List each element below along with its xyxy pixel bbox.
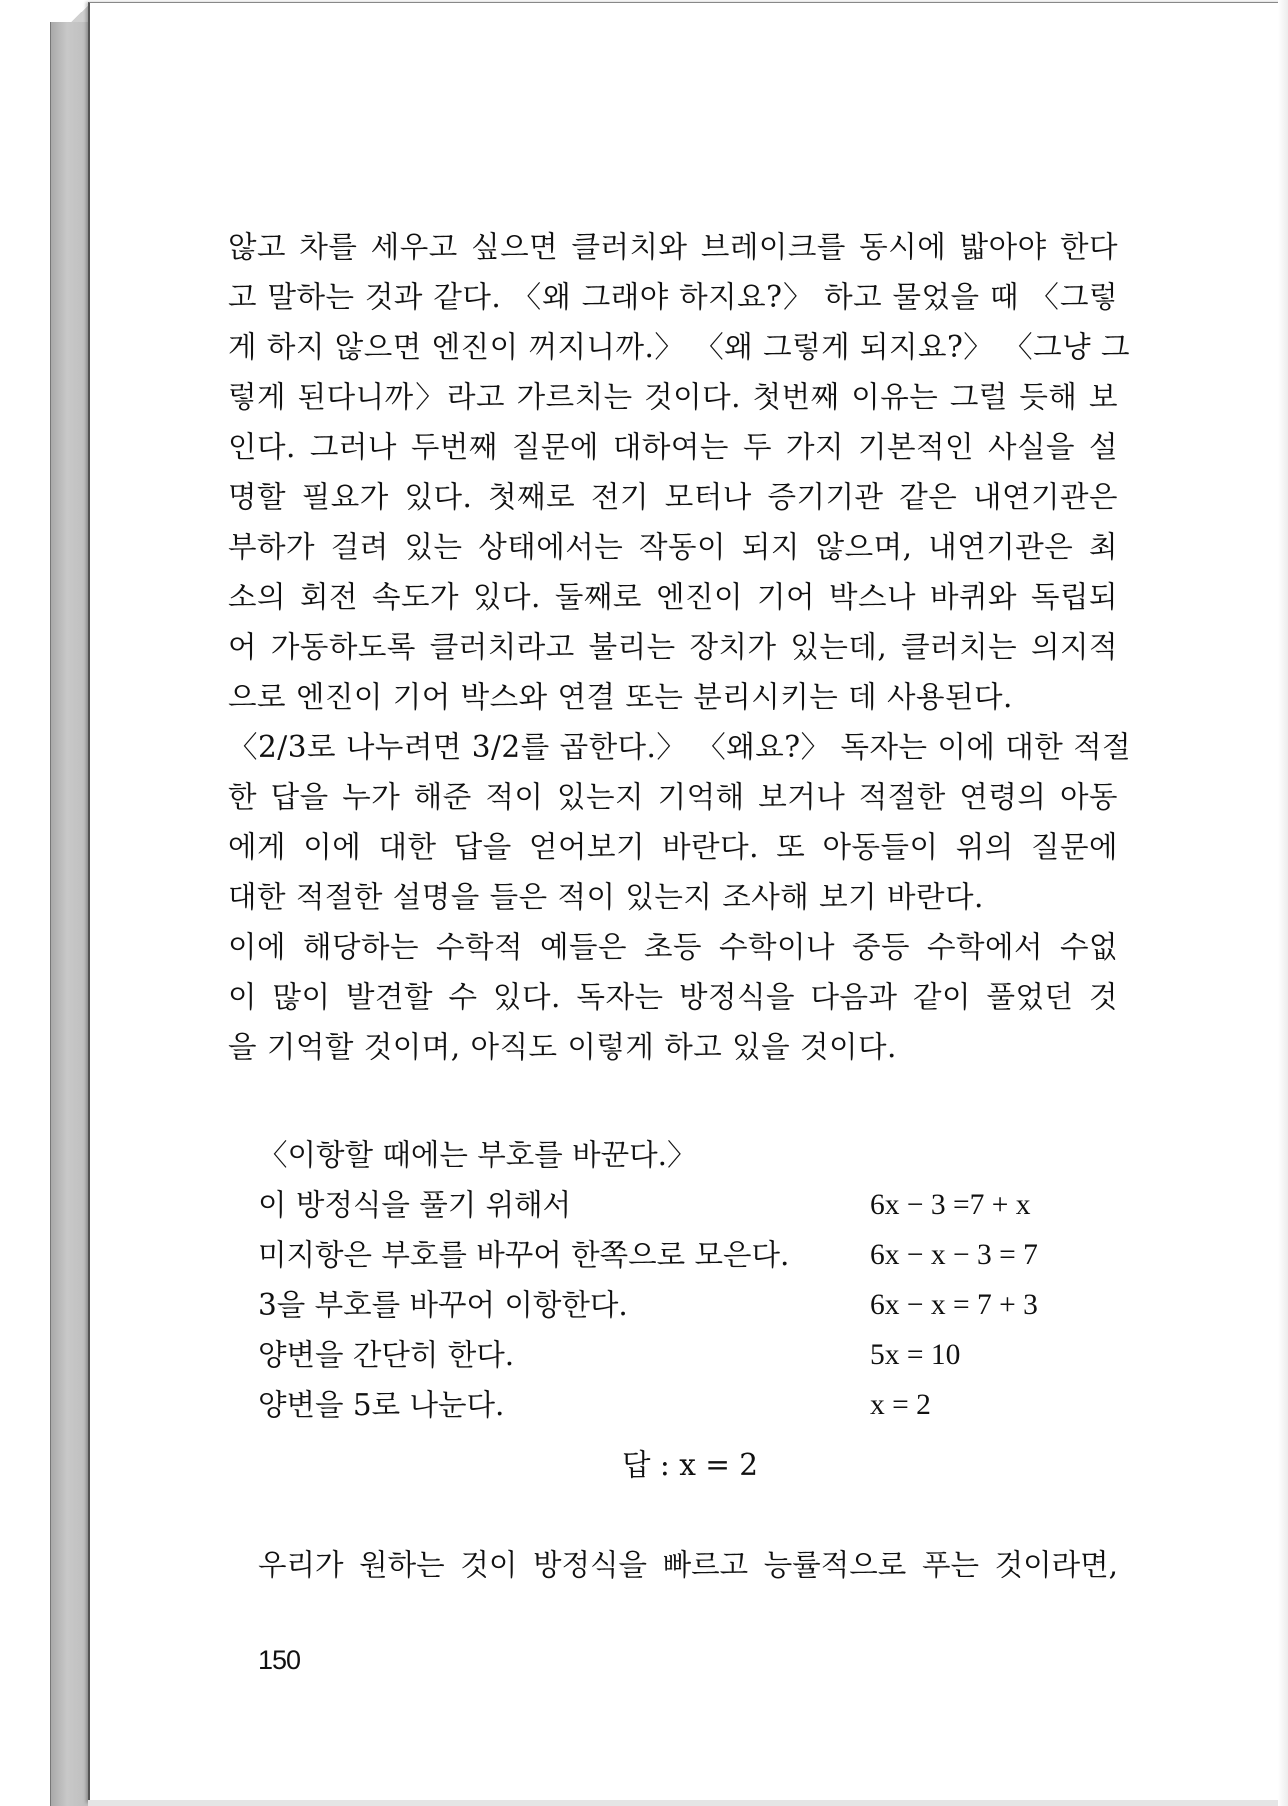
text-line: 〈2/3로 나누려면 3/2를 곱한다.〉 〈왜요?〉 독자는 이에 대한 적절 xyxy=(228,730,1132,764)
body-paragraphs xyxy=(228,222,1132,1072)
equation-step-text: 3을 부호를 바꾸어 이항한다. xyxy=(258,1288,628,1322)
text-line: 소의 회전 속도가 있다. 둘째로 엔진이 기어 박스나 바퀴와 독립되 xyxy=(228,580,1118,614)
equation-step xyxy=(258,1180,1118,1230)
text-line: 어 가동하도록 클러치라고 불리는 장치가 있는데, 클러치는 의지적 xyxy=(228,630,1118,664)
equation-step xyxy=(258,1230,1118,1280)
book-spine xyxy=(50,22,91,1806)
equation-answer: 답 : x = 2 xyxy=(622,1448,759,1482)
equation-step-text: 이 방정식을 풀기 위해서 xyxy=(258,1188,572,1222)
equation-step xyxy=(258,1380,1118,1430)
text-line: 을 기억할 것이며, 아직도 이렇게 하고 있을 것이다. xyxy=(228,1030,897,1064)
text-line: 고 말하는 것과 같다. 〈왜 그래야 하지요?〉 하고 물었을 때 〈그렇 xyxy=(228,280,1118,314)
closing-line: 우리가 원하는 것이 방정식을 빠르고 능률적으로 푸는 것이라면, xyxy=(258,1548,1118,1582)
text-line: 으로 엔진이 기어 박스와 연결 또는 분리시키는 데 사용된다. xyxy=(228,680,1013,714)
equation-formula: x = 2 xyxy=(870,1389,931,1421)
page-bottom-edge xyxy=(88,1800,1288,1806)
text-line: 않고 차를 세우고 싶으면 클러치와 브레이크를 동시에 밟아야 한다 xyxy=(228,230,1118,264)
equation-step-text: 양변을 5로 나눈다. xyxy=(258,1388,505,1422)
equation-rule: 〈이항할 때에는 부호를 바꾼다.〉 xyxy=(258,1138,697,1172)
equation-step-text: 미지항은 부호를 바꾸어 한쪽으로 모은다. xyxy=(258,1238,790,1272)
equation-step xyxy=(258,1280,1118,1330)
text-line: 한 답을 누가 해준 적이 있는지 기억해 보거나 적절한 연령의 아동 xyxy=(228,780,1118,814)
equation-formula: 6x − x − 3 = 7 xyxy=(870,1239,1038,1271)
text-line: 부하가 걸려 있는 상태에서는 작동이 되지 않으며, 내연기관은 최 xyxy=(228,530,1118,564)
equation-formula: 6x − 3 =7 + x xyxy=(870,1189,1031,1221)
text-line: 대한 적절한 설명을 들은 적이 있는지 조사해 보기 바란다. xyxy=(228,880,984,914)
equation-formula: 5x = 10 xyxy=(870,1339,961,1371)
page-number: 150 xyxy=(258,1645,301,1675)
text-line: 명할 필요가 있다. 첫째로 전기 모터나 증기기관 같은 내연기관은 xyxy=(228,480,1118,514)
text-line: 에게 이에 대한 답을 얻어보기 바란다. 또 아동들이 위의 질문에 xyxy=(228,830,1118,864)
equation-step xyxy=(258,1330,1118,1380)
text-line: 게 하지 않으면 엔진이 꺼지니까.〉 〈왜 그렇게 되지요?〉 〈그냥 그 xyxy=(228,330,1131,364)
text-line: 이 많이 발견할 수 있다. 독자는 방정식을 다음과 같이 풀었던 것 xyxy=(228,980,1118,1014)
equation-formula: 6x − x = 7 + 3 xyxy=(870,1289,1038,1321)
page-right-edge xyxy=(1278,0,1288,1806)
equation-step-text: 양변을 간단히 한다. xyxy=(258,1338,515,1372)
text-line: 렇게 된다니까〉라고 가르치는 것이다. 첫번째 이유는 그럴 듯해 보 xyxy=(228,380,1118,414)
text-line: 이에 해당하는 수학적 예들은 초등 수학이나 중등 수학에서 수없 xyxy=(228,930,1118,964)
text-line: 인다. 그러나 두번째 질문에 대하여는 두 가지 기본적인 사실을 설 xyxy=(228,430,1118,464)
equation-block xyxy=(258,1130,1118,1430)
